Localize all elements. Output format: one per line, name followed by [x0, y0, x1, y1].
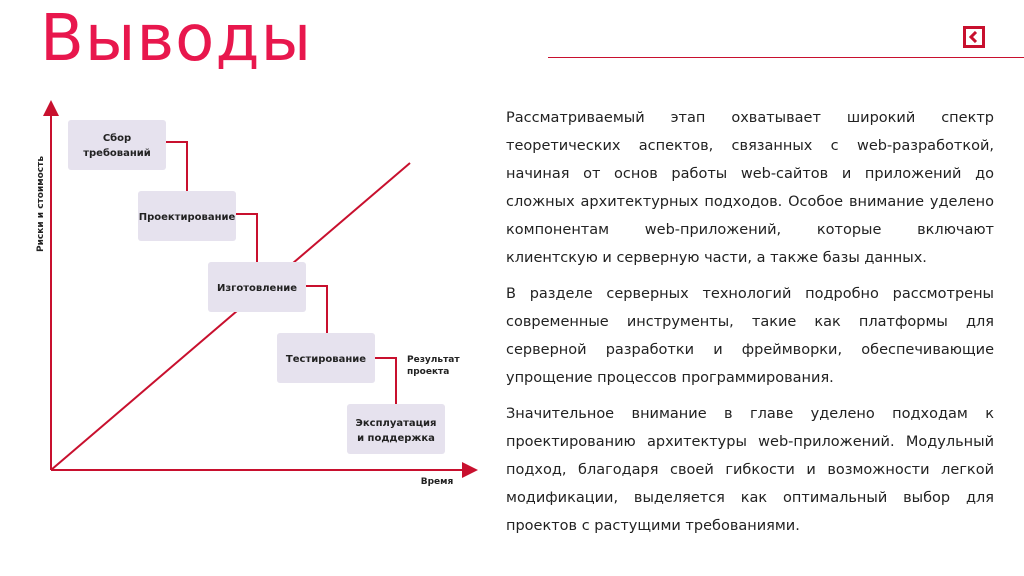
stage-design — [138, 191, 236, 241]
paragraph: В разделе серверных технологий подробно рассмотрены современные инструменты, такие как платформы для серверной разработки и фреймворки, обеспечивающие упрощение процессов программирования. — [506, 286, 994, 386]
connector-1 — [166, 142, 187, 191]
stage-requirements — [68, 120, 166, 170]
title-divider — [548, 57, 1024, 58]
paragraph: Значительное внимание в главе уделено подходам к проектированию архитектуры web-приложений. Модульный подход, благодаря своей гибкости и возможности легкой модификации, выделяется как оптимальный выбор для проектов с растущими требованиями. — [506, 406, 994, 534]
stage-label: Эксплуатация — [355, 418, 437, 429]
paragraph: Рассматриваемый этап охватывает широкий спектр теоретических аспектов, связанных с web-разработкой, начиная от основ работы web-сайтов и приложений до сложных архитектурных подходов. Особое внимание уделено компонентам web-приложений, которые включают клиентскую и серверную части, а также базы данных. — [506, 110, 994, 266]
stage-label: Проектирование — [138, 212, 236, 223]
stage-build — [208, 262, 306, 312]
stage-label: и поддержка — [357, 433, 435, 444]
connector-2 — [236, 214, 257, 262]
conclusions-text — [506, 104, 994, 548]
waterfall-diagram — [0, 90, 490, 500]
stage-operation — [347, 404, 445, 454]
back-button[interactable] — [963, 26, 985, 48]
stage-label: Изготовление — [216, 283, 298, 294]
stage-testing — [277, 333, 375, 383]
result-label: проекта — [407, 367, 450, 377]
x-axis-label: Время — [420, 477, 454, 487]
stage-label: требований — [83, 148, 151, 159]
connector-3 — [306, 286, 327, 333]
connector-4 — [375, 358, 396, 404]
stage-label: Тестирование — [285, 354, 367, 365]
result-label: Результат — [407, 355, 460, 365]
stage-label: Сбор — [102, 133, 132, 144]
y-axis-label: Риски и стоимость — [36, 155, 46, 253]
page-title: Выводы — [40, 2, 313, 76]
